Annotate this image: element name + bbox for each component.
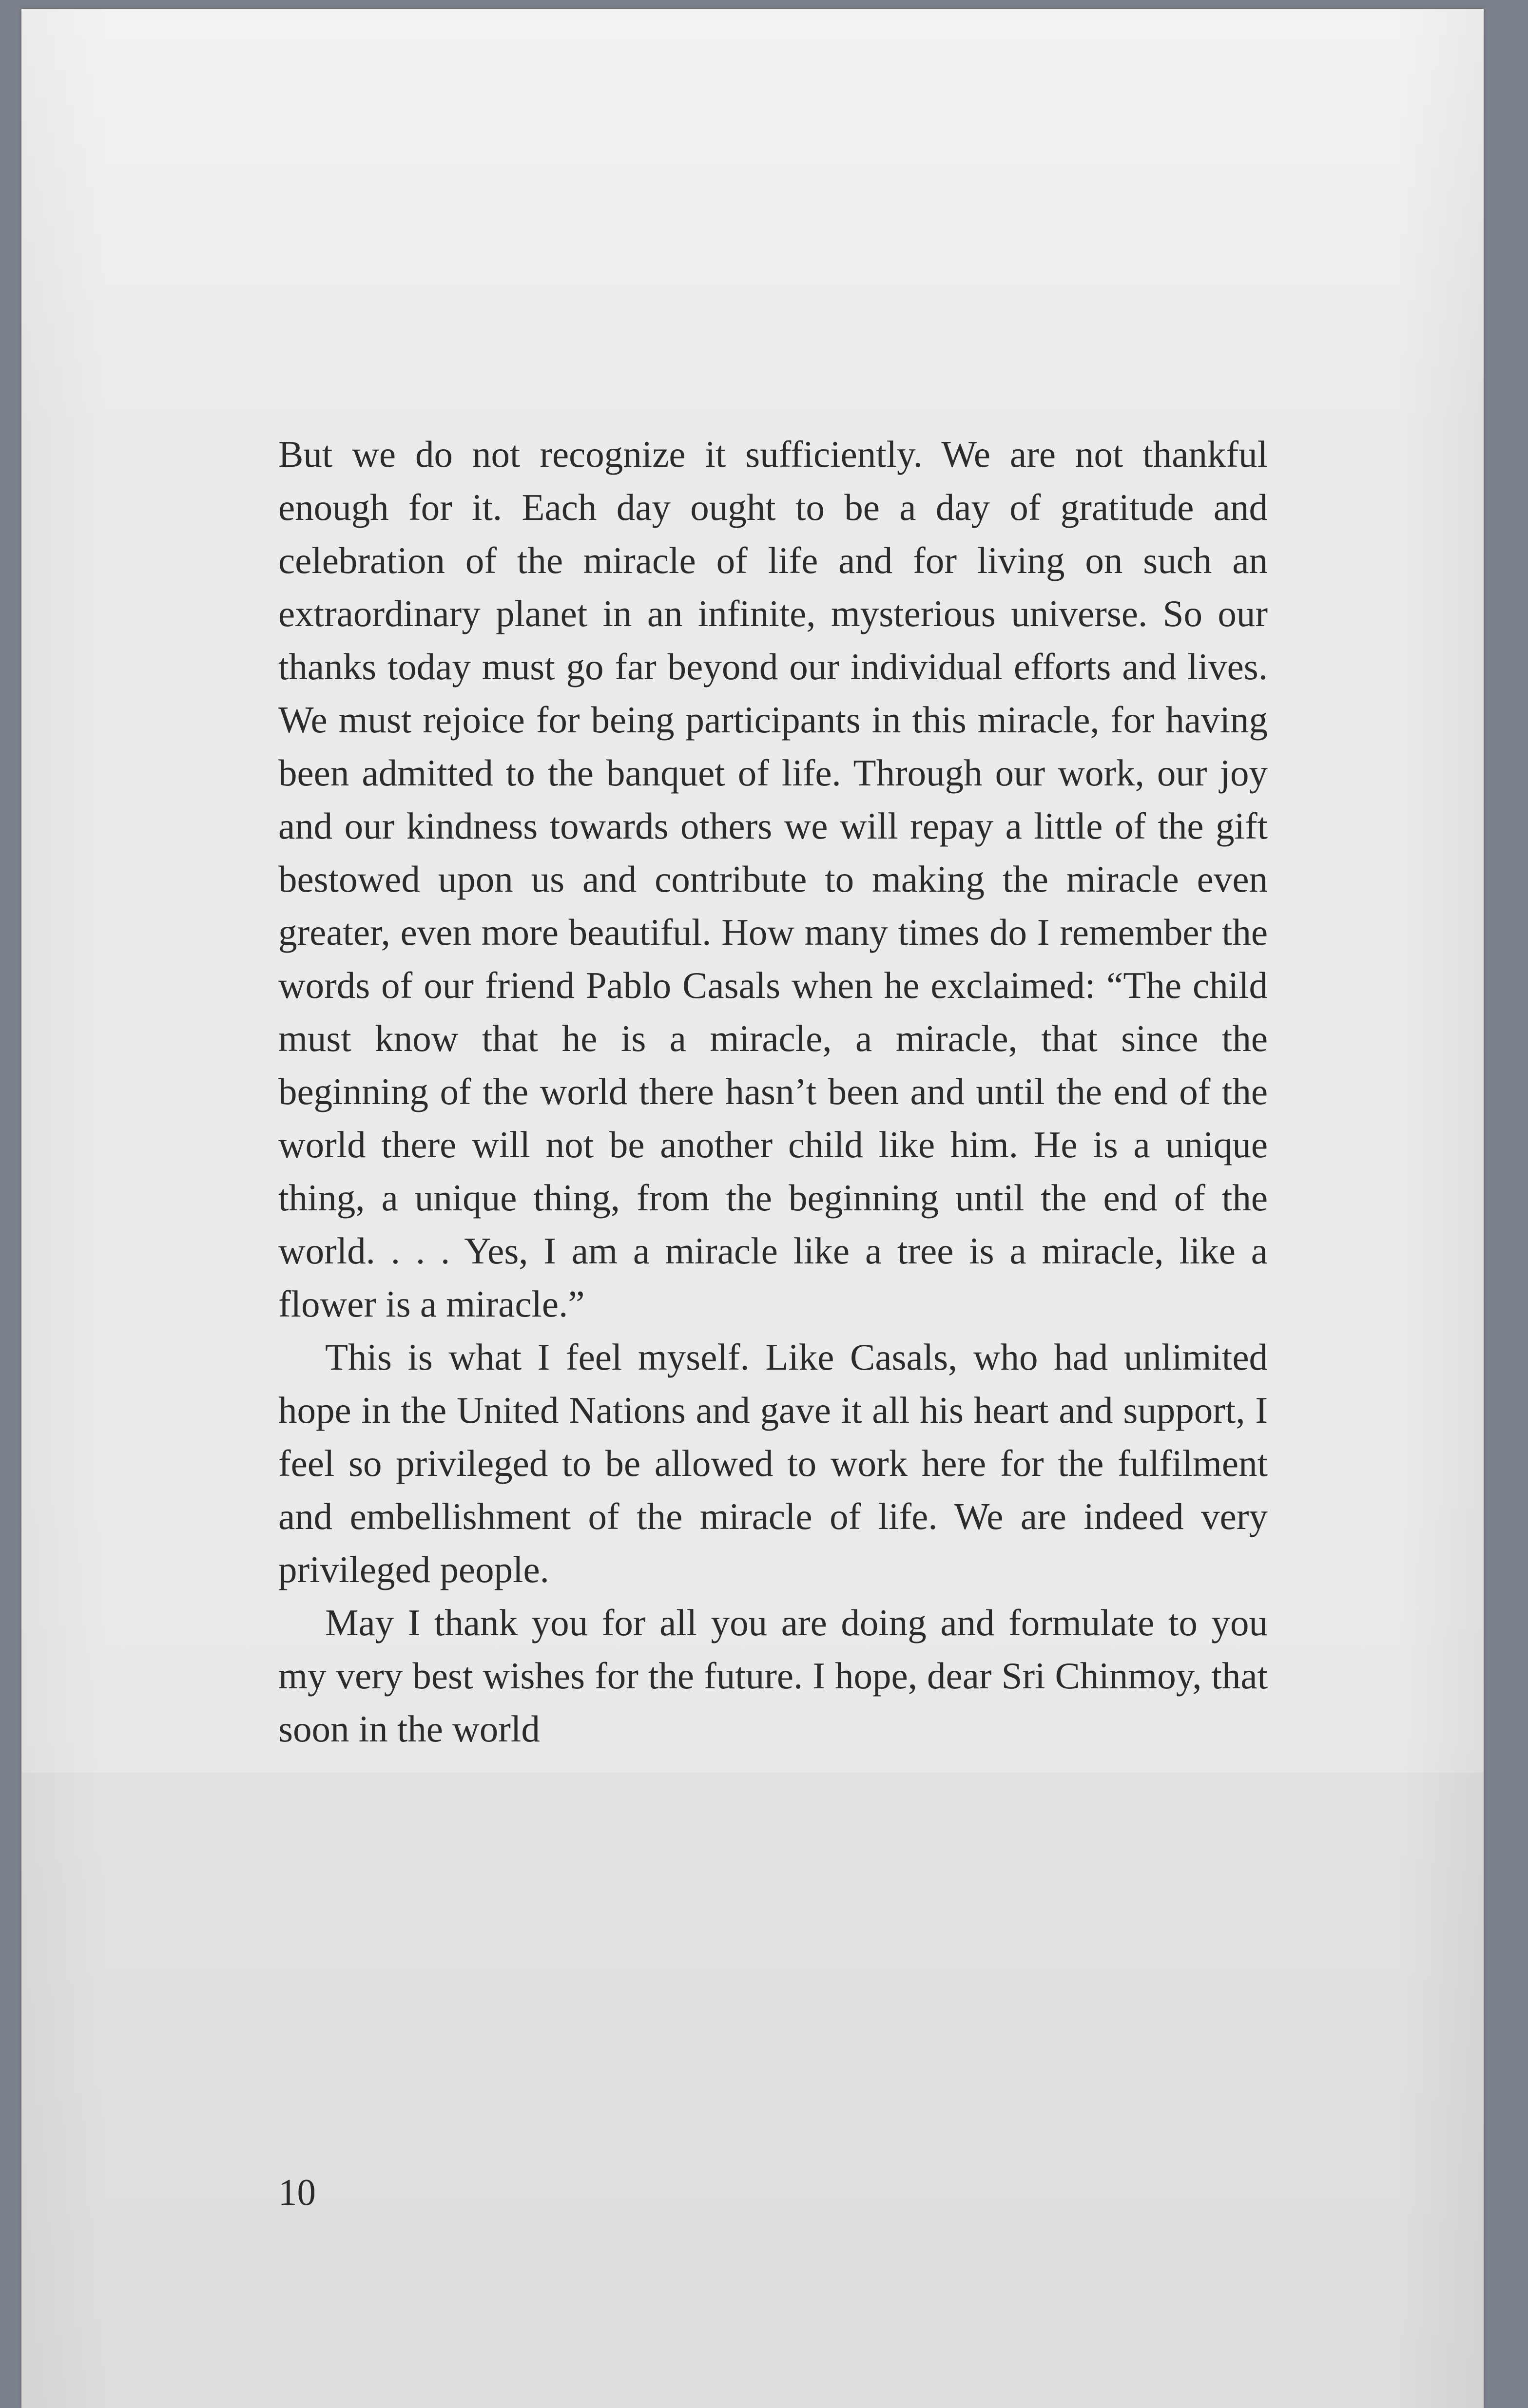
book-page [21,9,1484,2408]
paragraph-3: May I thank you for all you are doing and formulate to you my very best wishes for the future. I hope, dear Sri Chinmoy, that soon in the world [278,1602,1268,1750]
page-shading [21,1773,1484,2408]
body-text [278,428,1268,1756]
page-number: 10 [278,2171,316,2213]
paragraph-1: But we do not recognize it sufficiently. We are not thankful enough for it. Each day ought to be a day of gratitude and celebration of the miracle of life and for living on such an extraordinary planet in an infinite, mysterious universe. So our thanks today must go far beyond our individual efforts and lives. We must rejoice for being participants in this miracle, for having been admitted to the banquet of life. Through our work, our joy and our kindness towards others we will repay a little of the gift bestowed upon us and contribute to making the miracle even greater, even more beautiful. How many times do I remember the words of our friend Pablo Casals when he exclaimed: “The child must know that he is a miracle, a miracle, that since the beginning of the world there hasn’t been and until the end of the world there will not be another child like him. He is a unique thing, a unique thing, from the beginning until the end of the world. . . . Yes, I am a miracle like a tree is a miracle, like a flower is a miracle.” [278,433,1268,1325]
paragraph-2: This is what I feel myself. Like Casals, who had unlimited hope in the United Nations and gave it all his heart and support, I feel so privileged to be allowed to work here for the fulfilment and embellishment of the miracle of life. We are indeed very privileged people. [278,1336,1268,1590]
